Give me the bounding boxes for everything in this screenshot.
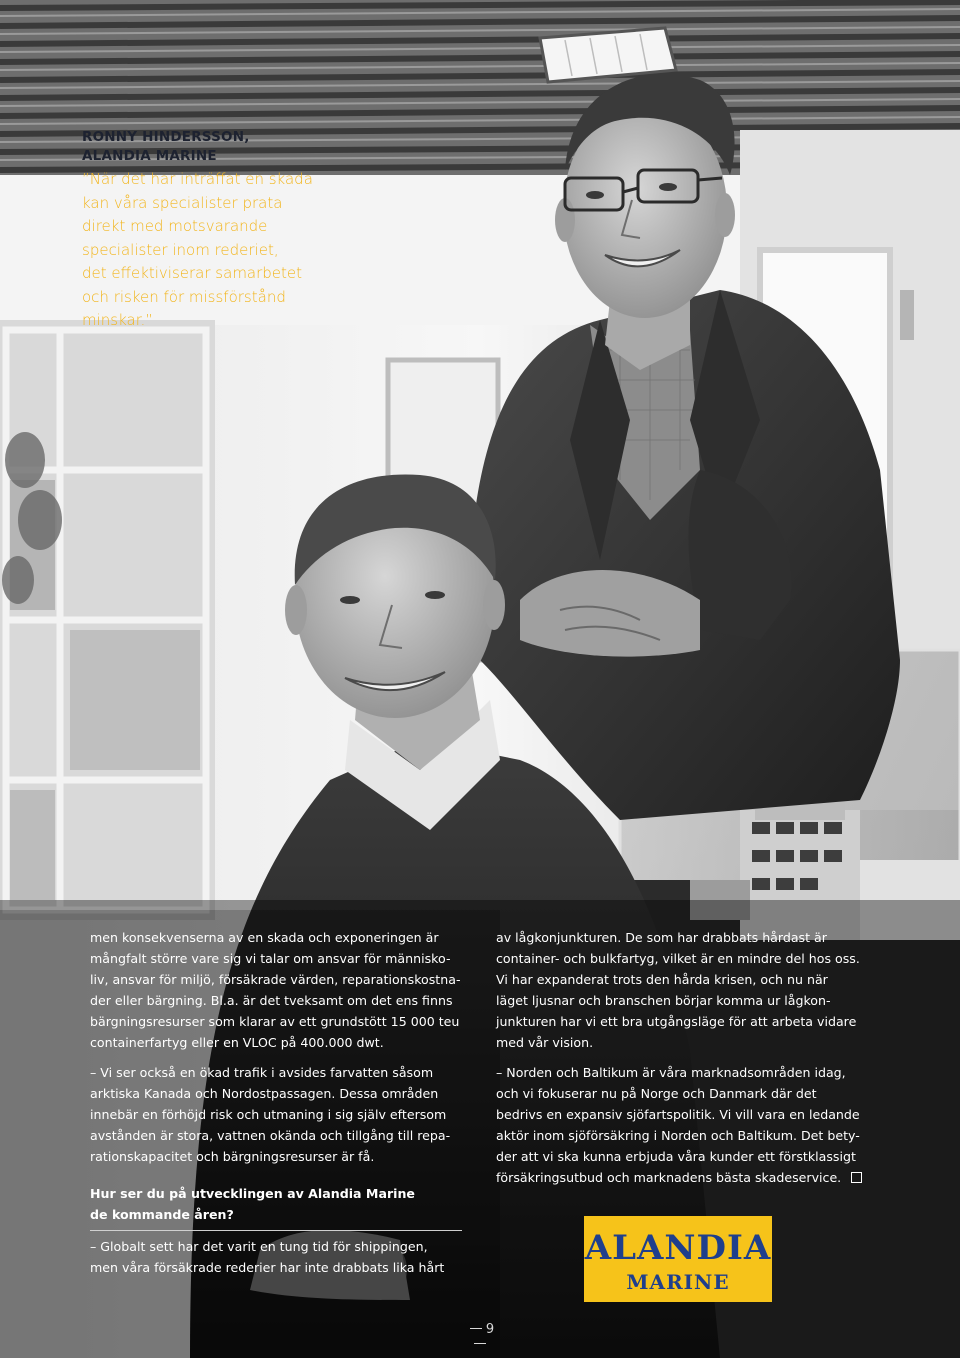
quote-line: kan våra specialister prata [82,193,283,212]
interview-question [90,1183,472,1225]
text-line: av lågkonjunkturen. De som har drabbats hårdast är [496,930,827,945]
page-number-value: 9 [485,1322,495,1337]
quote-line: specialister inom rederiet, [82,240,279,259]
text-line: de kommande åren? [90,1207,234,1222]
text-line: – Norden och Baltikum är våra marknadsområden idag, [496,1065,846,1080]
text-line: läget ljusnar och branschen börjar komma ur lågkon- [496,993,831,1008]
article-left-column [90,927,472,1278]
divider [90,1230,462,1231]
dash-icon [470,1328,482,1329]
text-line [496,1167,878,1188]
quote-line: och risken för missförstånd [82,287,286,306]
alandia-marine-logo [584,1216,772,1302]
paragraph [90,927,472,1053]
text-line: innebär en förhöjd risk och utmaning i sig själv eftersom [90,1107,447,1122]
text-line: container- och bulkfartyg, vilket är en mindre del hos oss. [496,951,860,966]
logo-wordmark-line1: ALANDIA [584,1228,772,1268]
text-line: avstånden är stora, vattnen okända och tillgång till repa- [90,1128,451,1143]
text-line: med vår vision. [496,1035,594,1050]
quote-author-name: RONNY HINDERSSON, [82,129,250,145]
text-line: mångfalt större vare sig vi talar om ansvar för människo- [90,951,451,966]
end-of-article-icon [851,1172,862,1183]
article-right-column [496,927,878,1188]
text-line: Hur ser du på utvecklingen av Alandia Marine [90,1186,415,1201]
text-line: och vi fokuserar nu på Norge och Danmark där det [496,1086,817,1101]
text-line: – Globalt sett har det varit en tung tid för shippingen, [90,1239,428,1254]
text-line: bärgningsresurser som klarar av ett grundstött 15 000 teu [90,1014,460,1029]
pull-quote [82,128,352,333]
text-line: arktiska Kanada och Nordostpassagen. Dessa områden [90,1086,439,1101]
text-line: aktör inom sjöförsäkring i Norden och Baltikum. Det bety- [496,1128,860,1143]
text-line: rationskapacitet och bärgningsresurser är få. [90,1149,375,1164]
paragraph [496,1062,878,1188]
paragraph [90,1062,472,1167]
text-line: der eller bärgning. Bl.a. är det tveksamt om det ens finns [90,993,453,1008]
page-number [460,1322,500,1352]
text-line: junkturen har vi ett bra utgångsläge för att arbeta vidare [496,1014,857,1029]
quote-line: ”När det har inträffat en skada [82,170,313,188]
text-line: der att vi ska kunna erbjuda våra kunder ett förstklassigt [496,1149,856,1164]
text-line: men konsekvenserna av en skada och exponeringen är [90,930,439,945]
paragraph [90,1236,472,1278]
logo-wordmark-line2: MARINE [626,1270,730,1294]
dash-icon [474,1343,486,1344]
text-line: Vi har expanderat trots den hårda krisen, och nu när [496,972,828,987]
text-line-content: försäkringsutbud och marknadens bästa skadeservice. [496,1170,842,1185]
quote-line: minskar.” [82,311,154,329]
quote-line: direkt med motsvarande [82,217,268,235]
quote-text [82,168,352,333]
text-line: men våra försäkrade rederier har inte drabbats lika hårt [90,1260,445,1275]
text-line: bedrivs en expansiv sjöfartspolitik. Vi vill vara en ledande [496,1107,860,1122]
quote-author-company: ALANDIA MARINE [82,148,217,164]
text-line: – Vi ser också en ökad trafik i avsides farvatten såsom [90,1065,434,1080]
text-line: liv, ansvar för miljö, försäkrade värden, reparationskostna- [90,972,461,987]
quote-line: det effektiviserar samarbetet [82,264,303,282]
text-line: containerfartyg eller en VLOC på 400.000 dwt. [90,1035,384,1050]
paragraph [496,927,878,1053]
